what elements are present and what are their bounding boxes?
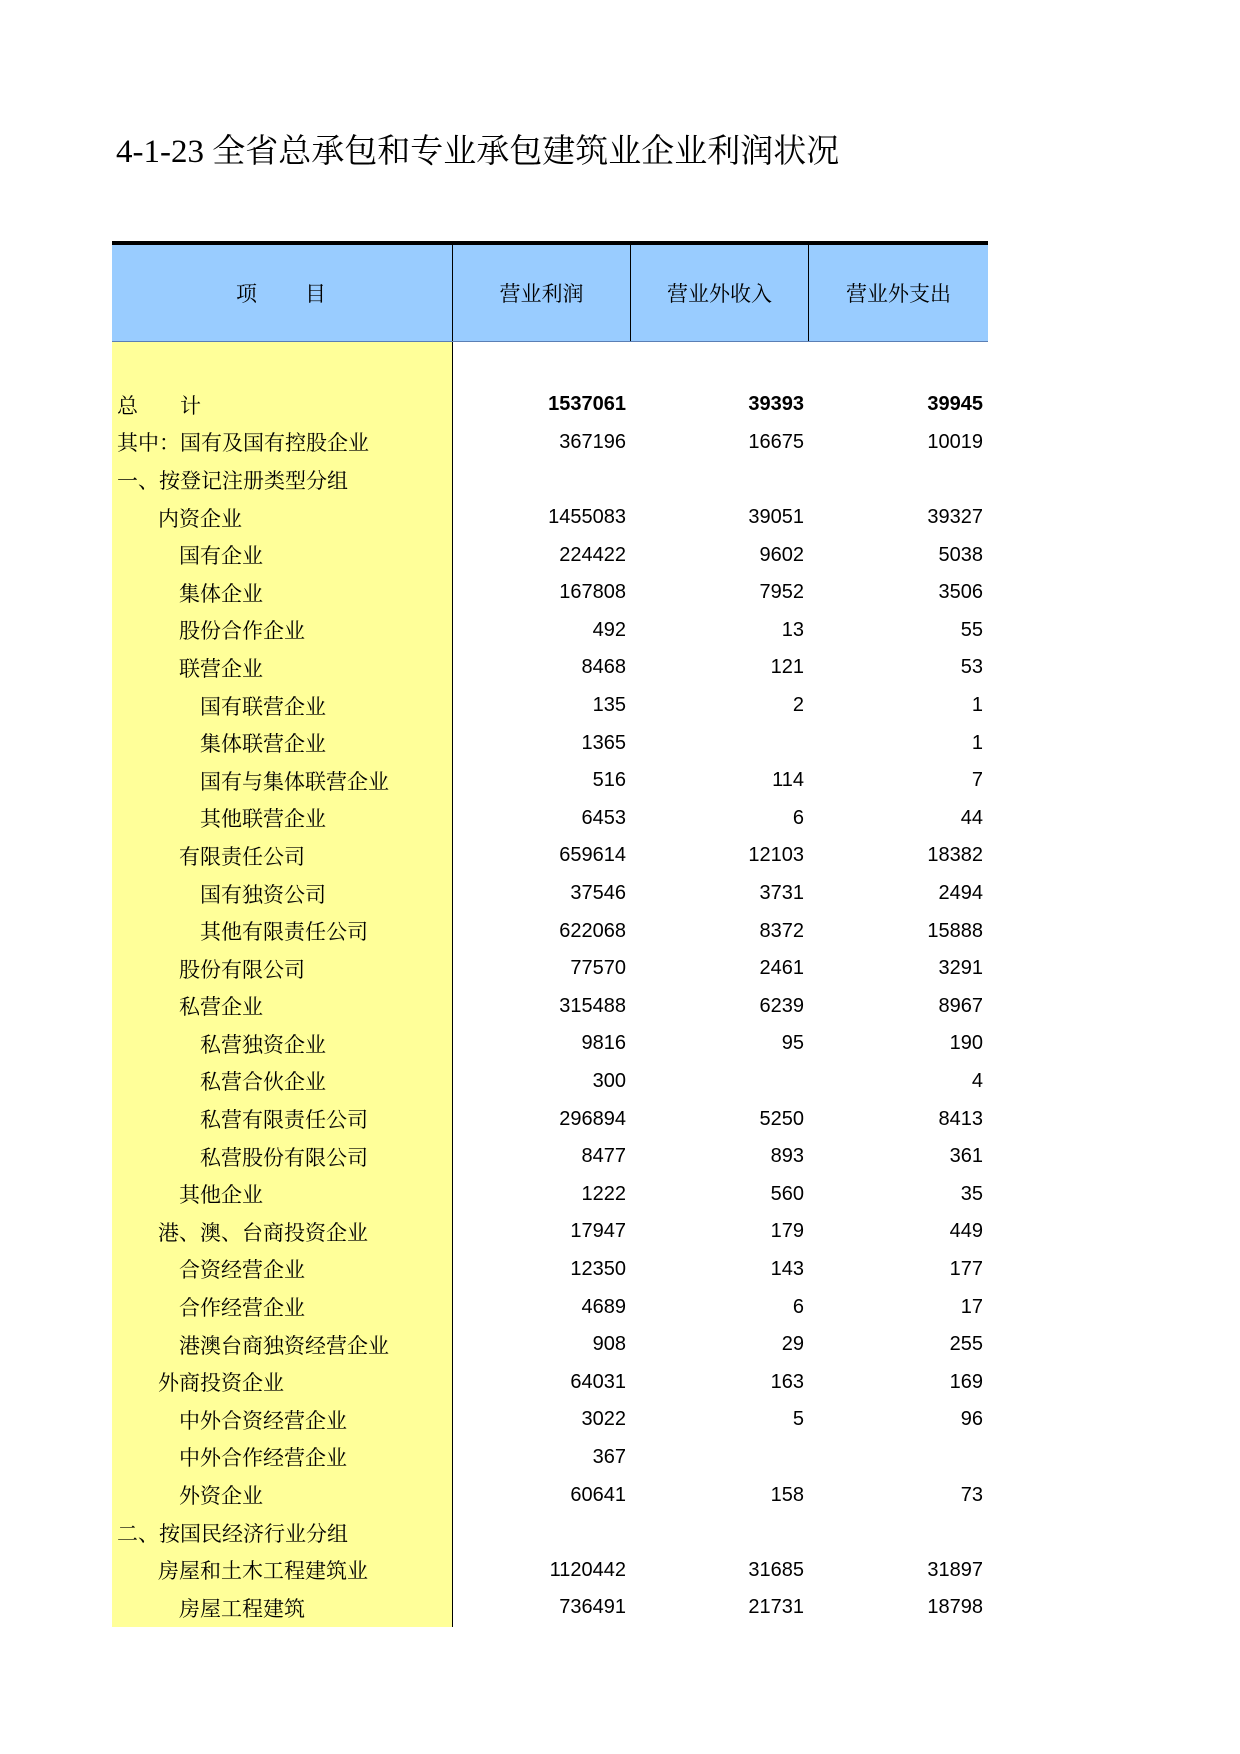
non-operating-income-cell: 6 <box>792 806 804 829</box>
operating-profit-cell: 77570 <box>570 957 626 980</box>
operating-profit-cell: 37546 <box>570 882 626 905</box>
operating-profit-cell: 367 <box>592 1445 626 1468</box>
table-row <box>112 649 988 687</box>
table-row <box>112 837 988 875</box>
operating-profit-cell: 908 <box>592 1333 626 1356</box>
non-operating-expense-cell: 169 <box>949 1370 983 1393</box>
row-label: 总 计 <box>112 386 453 424</box>
row-label: 股份合作企业 <box>112 612 453 650</box>
operating-profit-cell: 1537061 <box>548 393 626 416</box>
operating-profit-cell: 3022 <box>581 1408 626 1431</box>
non-operating-income-cell: 7952 <box>759 581 804 604</box>
row-label: 其他有限责任公司 <box>112 912 453 950</box>
non-operating-expense-cell: 2494 <box>938 882 983 905</box>
non-operating-expense-cell: 8413 <box>938 1107 983 1130</box>
non-operating-income-cell: 39393 <box>748 393 804 416</box>
non-operating-income-cell: 114 <box>772 769 804 792</box>
non-operating-income-cell: 163 <box>770 1370 804 1393</box>
operating-profit-cell: 516 <box>592 769 626 792</box>
non-operating-expense-cell: 39327 <box>927 506 983 529</box>
row-label: 房屋和土木工程建筑业 <box>112 1551 453 1589</box>
non-operating-expense-cell: 3291 <box>938 957 983 980</box>
row-label: 集体联营企业 <box>112 724 453 762</box>
operating-profit-cell: 296894 <box>559 1107 626 1130</box>
operating-profit-cell: 9816 <box>581 1032 626 1055</box>
non-operating-expense-cell: 18798 <box>927 1596 983 1619</box>
table-row <box>112 1363 988 1401</box>
non-operating-income-cell: 31685 <box>748 1558 804 1581</box>
table-row <box>112 724 988 762</box>
table-row <box>112 1514 988 1552</box>
row-label: 其他联营企业 <box>112 800 453 838</box>
non-operating-expense-cell: 8967 <box>938 994 983 1017</box>
non-operating-income-cell: 3731 <box>759 882 804 905</box>
non-operating-expense-cell: 15888 <box>927 919 983 942</box>
non-operating-expense-cell: 44 <box>960 806 983 829</box>
non-operating-income-cell: 6 <box>792 1295 804 1318</box>
non-operating-income-cell: 179 <box>770 1220 804 1243</box>
non-operating-expense-cell: 10019 <box>927 430 983 453</box>
table-row <box>112 988 988 1026</box>
operating-profit-cell: 135 <box>592 694 626 717</box>
header-non-operating-income: 营业外收入 <box>631 245 809 341</box>
operating-profit-cell: 167808 <box>559 581 626 604</box>
row-label: 私营独资企业 <box>112 1025 453 1063</box>
table-row <box>112 499 988 537</box>
non-operating-income-cell: 16675 <box>748 430 804 453</box>
non-operating-expense-cell: 255 <box>949 1333 983 1356</box>
non-operating-expense-cell: 35 <box>960 1182 983 1205</box>
operating-profit-cell: 12350 <box>570 1257 626 1280</box>
table-row <box>112 687 988 725</box>
non-operating-expense-cell: 3506 <box>938 581 983 604</box>
row-label: 私营股份有限公司 <box>112 1138 453 1176</box>
row-label: 私营有限责任公司 <box>112 1100 453 1138</box>
row-label: 港、澳、台商投资企业 <box>112 1213 453 1251</box>
row-label: 私营企业 <box>112 988 453 1026</box>
operating-profit-cell: 1455083 <box>548 506 626 529</box>
table-row <box>112 461 988 499</box>
non-operating-expense-cell: 449 <box>949 1220 983 1243</box>
operating-profit-cell: 659614 <box>559 844 626 867</box>
operating-profit-cell: 1222 <box>581 1182 626 1205</box>
non-operating-expense-cell: 73 <box>960 1483 983 1506</box>
row-label: 其他企业 <box>112 1175 453 1213</box>
non-operating-expense-cell: 177 <box>949 1257 983 1280</box>
row-label: 股份有限公司 <box>112 950 453 988</box>
table-row <box>112 612 988 650</box>
non-operating-expense-cell: 18382 <box>927 844 983 867</box>
non-operating-income-cell: 29 <box>781 1333 804 1356</box>
non-operating-expense-cell: 1 <box>971 731 983 754</box>
table-row <box>112 912 988 950</box>
table-row <box>112 800 988 838</box>
table-row <box>112 1551 988 1589</box>
non-operating-income-cell: 2461 <box>759 957 804 980</box>
operating-profit-cell: 60641 <box>570 1483 626 1506</box>
non-operating-expense-cell: 190 <box>949 1032 983 1055</box>
row-label: 其中：国有及国有控股企业 <box>112 424 453 462</box>
non-operating-expense-cell: 7 <box>971 769 983 792</box>
row-label: 外商投资企业 <box>112 1363 453 1401</box>
row-label: 国有独资公司 <box>112 875 453 913</box>
non-operating-income-cell: 39051 <box>748 506 804 529</box>
row-label: 国有企业 <box>112 536 453 574</box>
operating-profit-cell: 315488 <box>559 994 626 1017</box>
operating-profit-cell: 1365 <box>581 731 626 754</box>
row-label: 有限责任公司 <box>112 837 453 875</box>
non-operating-income-cell: 2 <box>792 694 804 717</box>
table-row <box>112 1213 988 1251</box>
row-label: 中外合作经营企业 <box>112 1439 453 1477</box>
row-label: 国有与集体联营企业 <box>112 762 453 800</box>
non-operating-expense-cell: 53 <box>960 656 983 679</box>
table-row <box>112 875 988 913</box>
profit-table <box>112 241 988 1627</box>
table-row <box>112 536 988 574</box>
table-row <box>112 1439 988 1477</box>
row-label: 联营企业 <box>112 649 453 687</box>
header-item: 项 目 <box>112 245 453 341</box>
table-row <box>112 1326 988 1364</box>
non-operating-income-cell: 5250 <box>759 1107 804 1130</box>
non-operating-income-cell: 893 <box>770 1145 804 1168</box>
row-label: 二、按国民经济行业分组 <box>112 1514 453 1552</box>
row-label: 合资经营企业 <box>112 1251 453 1289</box>
table-row <box>112 950 988 988</box>
non-operating-expense-cell: 17 <box>960 1295 983 1318</box>
non-operating-income-cell: 9602 <box>759 543 804 566</box>
operating-profit-cell: 622068 <box>559 919 626 942</box>
non-operating-income-cell: 21731 <box>748 1596 804 1619</box>
table-row <box>112 1100 988 1138</box>
table-row <box>112 1401 988 1439</box>
non-operating-expense-cell: 4 <box>971 1069 983 1092</box>
non-operating-income-cell: 95 <box>781 1032 804 1055</box>
non-operating-income-cell: 5 <box>792 1408 804 1431</box>
non-operating-income-cell: 121 <box>770 656 804 679</box>
operating-profit-cell: 224422 <box>559 543 626 566</box>
non-operating-income-cell: 8372 <box>759 919 804 942</box>
operating-profit-cell: 4689 <box>581 1295 626 1318</box>
table-row <box>112 1589 988 1627</box>
non-operating-expense-cell: 361 <box>949 1145 983 1168</box>
table-spacer-row <box>112 342 988 386</box>
row-label: 港澳台商独资经营企业 <box>112 1326 453 1364</box>
operating-profit-cell: 367196 <box>559 430 626 453</box>
non-operating-expense-cell: 39945 <box>927 393 983 416</box>
row-label: 外资企业 <box>112 1476 453 1514</box>
table-row <box>112 1025 988 1063</box>
row-label: 国有联营企业 <box>112 687 453 725</box>
non-operating-income-cell: 13 <box>781 618 804 641</box>
operating-profit-cell: 300 <box>592 1069 626 1092</box>
table-row <box>112 1251 988 1289</box>
row-label: 中外合资经营企业 <box>112 1401 453 1439</box>
non-operating-expense-cell: 96 <box>960 1408 983 1431</box>
non-operating-expense-cell: 1 <box>971 694 983 717</box>
operating-profit-cell: 492 <box>592 618 626 641</box>
non-operating-income-cell: 143 <box>770 1257 804 1280</box>
row-label: 一、按登记注册类型分组 <box>112 461 453 499</box>
operating-profit-cell: 8477 <box>581 1145 626 1168</box>
row-label: 集体企业 <box>112 574 453 612</box>
operating-profit-cell: 1120442 <box>549 1558 626 1581</box>
spacer-label-cell <box>112 342 453 386</box>
non-operating-income-cell: 560 <box>770 1182 804 1205</box>
operating-profit-cell: 6453 <box>581 806 626 829</box>
table-row <box>112 1476 988 1514</box>
non-operating-expense-cell: 55 <box>960 618 983 641</box>
non-operating-expense-cell: 5038 <box>938 543 983 566</box>
table-row <box>112 386 988 424</box>
table-row <box>112 424 988 462</box>
table-body <box>112 386 988 1627</box>
non-operating-income-cell: 12103 <box>748 844 804 867</box>
table-header-row <box>112 245 988 342</box>
row-label: 房屋工程建筑 <box>112 1589 453 1627</box>
header-non-operating-expense: 营业外支出 <box>809 245 988 341</box>
non-operating-income-cell: 158 <box>770 1483 804 1506</box>
table-row <box>112 574 988 612</box>
table-row <box>112 762 988 800</box>
table-row <box>112 1175 988 1213</box>
operating-profit-cell: 8468 <box>581 656 626 679</box>
row-label: 内资企业 <box>112 499 453 537</box>
operating-profit-cell: 736491 <box>559 1596 626 1619</box>
operating-profit-cell: 17947 <box>570 1220 626 1243</box>
table-row <box>112 1138 988 1176</box>
row-label: 合作经营企业 <box>112 1288 453 1326</box>
table-row <box>112 1288 988 1326</box>
non-operating-expense-cell: 31897 <box>927 1558 983 1581</box>
header-operating-profit: 营业利润 <box>453 245 631 341</box>
page-title: 4-1-23 全省总承包和专业承包建筑业企业利润状况 <box>116 134 840 170</box>
non-operating-income-cell: 6239 <box>759 994 804 1017</box>
row-label: 私营合伙企业 <box>112 1063 453 1101</box>
operating-profit-cell: 64031 <box>570 1370 626 1393</box>
table-row <box>112 1063 988 1101</box>
